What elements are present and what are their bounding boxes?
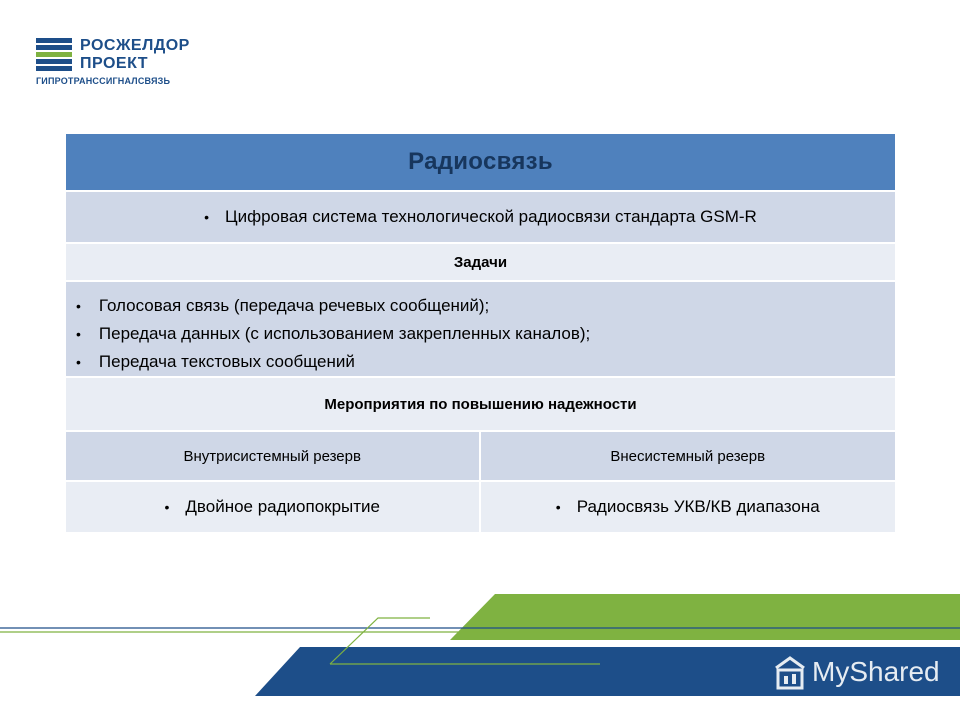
- logo-name-line1: РОСЖЕЛДОР: [80, 37, 190, 54]
- bullet-icon: •: [204, 209, 210, 225]
- logo-name-line2: ПРОЕКТ: [80, 55, 149, 72]
- system-row: [66, 192, 895, 244]
- logo-subtitle: ГИПРОТРАНССИГНАЛСВЯЗЬ: [36, 76, 171, 86]
- bullet-icon: •: [164, 499, 170, 515]
- internal-reserve-item: • Двойное радиопокрытие: [66, 482, 481, 532]
- tasks-header: Задачи: [453, 253, 508, 271]
- bullet-icon: •: [76, 354, 81, 370]
- external-reserve-item: • Радиосвязь УКВ/КВ диапазона: [555, 497, 820, 516]
- watermark: [770, 650, 950, 698]
- measures-header-row: [66, 378, 895, 432]
- tasks-row: [66, 282, 895, 378]
- reserve-items-row: [66, 482, 895, 534]
- list-item: • Голосовая связь (передача речевых сообщений);: [76, 292, 590, 320]
- table-title: Радиосвязь: [408, 148, 553, 175]
- reserve-header-row: [66, 432, 895, 482]
- watermark-logo-icon: [770, 654, 810, 694]
- measures-header: Мероприятия по повышению надежности: [324, 395, 637, 413]
- watermark-text: MyShared: [812, 656, 940, 687]
- company-logo: [36, 36, 266, 88]
- system-text: Цифровая система технологической радиосвязи стандарта GSM-R: [225, 207, 757, 226]
- table-title-row: [66, 134, 895, 192]
- tasks-list: [66, 282, 590, 376]
- logo-stripes-icon: [36, 38, 72, 72]
- bullet-icon: •: [555, 499, 561, 515]
- internal-reserve-header: Внутрисистемный резерв: [66, 432, 481, 480]
- list-item: • Передача текстовых сообщений: [76, 348, 590, 376]
- radio-table: [66, 134, 895, 534]
- bullet-icon: •: [76, 298, 81, 314]
- external-reserve-header: Внесистемный резерв: [610, 447, 766, 465]
- tasks-header-row: [66, 244, 895, 282]
- bullet-icon: •: [76, 326, 81, 342]
- green-stripe: [450, 594, 960, 640]
- list-item: • Передача данных (с использованием закрепленных каналов);: [76, 320, 590, 348]
